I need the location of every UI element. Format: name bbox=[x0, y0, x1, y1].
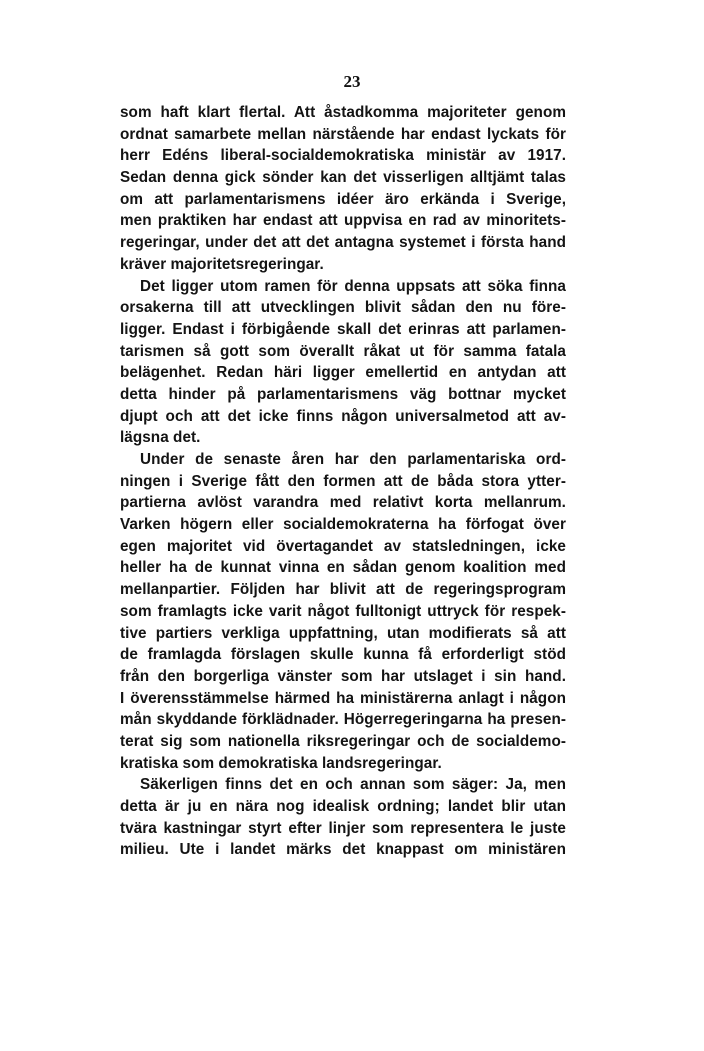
text-line: egen majoritet vid övertagandet av statsledningen, icke bbox=[120, 537, 566, 555]
text-line: som haft klart flertal. Att åstadkomma majoriteter genom bbox=[120, 104, 566, 121]
text-line: belägenhet. Redan häri ligger emellertid en antydan att bbox=[120, 364, 566, 382]
text-line: milieu. Ute i landet märks det knappast om ministären bbox=[120, 841, 566, 859]
paragraph-4 bbox=[120, 774, 566, 861]
text-line: djupt och att det icke finns någon universalmetod att av- bbox=[120, 407, 566, 425]
text-line: ligger. Endast i förbigående skall det erinras att parlamen- bbox=[120, 320, 566, 338]
body-text bbox=[120, 102, 566, 861]
paragraph-2 bbox=[120, 276, 566, 450]
page-number: 23 bbox=[343, 72, 361, 91]
text-line: Sedan denna gick sönder kan det visserligen alltjämt talas bbox=[120, 169, 566, 187]
text-line: ningen i Sverige fått den formen att de båda stora ytter- bbox=[120, 472, 566, 490]
paragraph-1 bbox=[120, 102, 566, 276]
text-line: lägsna det. bbox=[120, 429, 201, 447]
text-line: orsakerna till att utvecklingen blivit sådan den nu före- bbox=[120, 299, 566, 317]
text-line: de framlagda förslagen skulle kunna få erforderligt stöd bbox=[120, 646, 566, 664]
text-line: terat sig som nationella riksregeringar och de socialdemo- bbox=[120, 732, 566, 750]
text-line: partierna avlöst varandra med relativt korta mellanrum. bbox=[120, 494, 566, 512]
text-line: tive partiers verkliga uppfattning, utan modifierats så att bbox=[120, 624, 566, 642]
text-line: kratiska som demokratiska landsregeringar. bbox=[120, 754, 442, 772]
text-line: Det ligger utom ramen för denna uppsats att söka finna bbox=[140, 277, 566, 295]
text-line: tvära kastningar styrt efter linjer som representera le juste bbox=[120, 819, 566, 837]
text-line: kräver majoritetsregeringar. bbox=[120, 255, 324, 273]
text-line: mån skyddande förklädnader. Högerregeringarna ha presen- bbox=[120, 711, 566, 729]
text-line: detta är ju en nära nog idealisk ordning; landet blir utan bbox=[120, 798, 566, 815]
text-line: herr Edéns liberal-socialdemokratiska ministär av 1917. bbox=[120, 147, 566, 165]
text-line: tarismen så gott som överallt råkat ut för samma fatala bbox=[120, 342, 566, 360]
text-line: heller ha de kunnat vinna en sådan genom koalition med bbox=[120, 559, 566, 577]
text-line: regeringar, under det att det antagna systemet i första hand bbox=[120, 234, 566, 252]
text-line: från den borgerliga vänster som har utslaget i sin hand. bbox=[120, 667, 566, 685]
text-line: Under de senaste åren har den parlamentariska ord- bbox=[140, 451, 566, 468]
text-line: detta hinder på parlamentarismens väg bottnar mycket bbox=[120, 385, 566, 403]
text-line: ordnat samarbete mellan närstående har endast lyckats för bbox=[120, 125, 566, 143]
text-line: Säkerligen finns det en och annan som säger: Ja, men bbox=[140, 776, 566, 794]
text-line: men praktiken har endast att uppvisa en rad av minoritets- bbox=[120, 212, 566, 230]
text-line: I överensstämmelse härmed ha ministärerna anlagt i någon bbox=[120, 689, 566, 707]
paragraph-3 bbox=[120, 449, 566, 774]
text-line: mellanpartier. Följden har blivit att de regeringsprogram bbox=[120, 581, 566, 599]
text-line: som framlagts icke varit något fulltonigt uttryck för respek- bbox=[120, 602, 566, 620]
text-line: Varken högern eller socialdemokraterna ha förfogat över bbox=[120, 516, 566, 534]
text-line: om att parlamentarismens idéer äro erkända i Sverige, bbox=[120, 190, 566, 208]
